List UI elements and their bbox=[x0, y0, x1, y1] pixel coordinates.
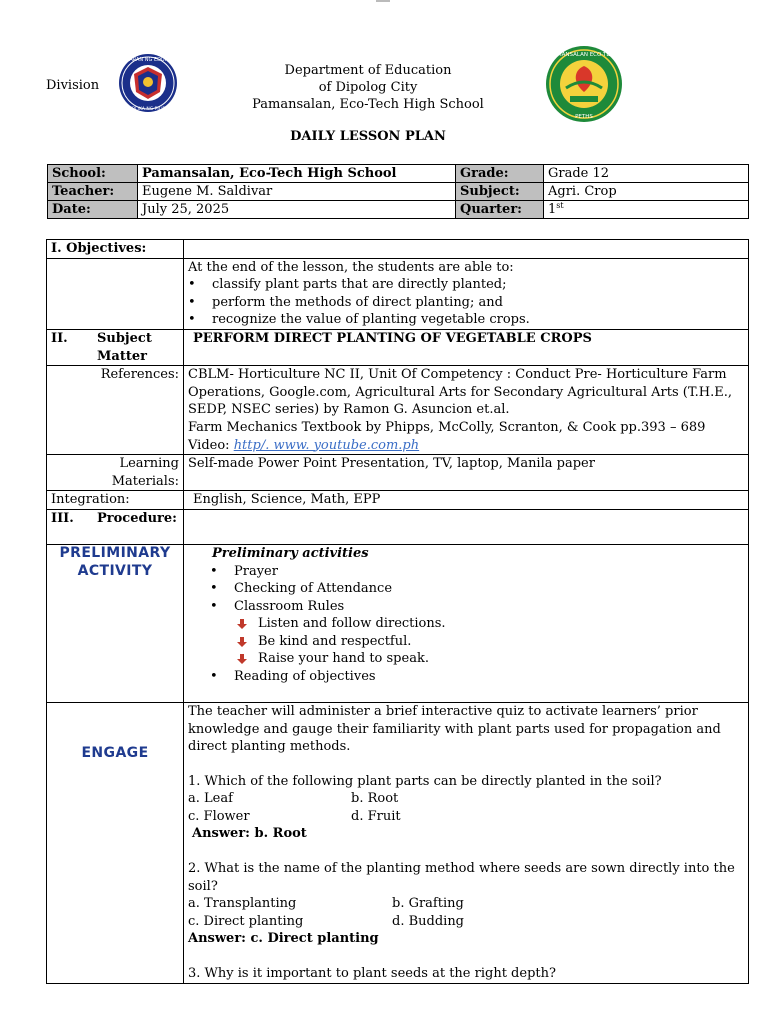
materials-content: Self-made Power Point Presentation, TV, laptop, Manila paper bbox=[184, 455, 749, 491]
option: a. Transplanting bbox=[188, 896, 297, 912]
video-link[interactable]: http/. www. youtube.com.ph bbox=[233, 437, 420, 453]
objectives-intro: At the end of the lesson, the students are able to: bbox=[188, 259, 514, 275]
references-text: CBLM- Horticulture NC II, Unit Of Competency : Conduct Pre- Horticulture Farm Operations, Google.com, Agricultural Arts for Secondary Agricultural Arts (T.H.E., SEDP, NSEC series) by Ramon G. Asuncion et.al. bbox=[188, 367, 732, 418]
list-item: • Classroom Rules bbox=[210, 598, 744, 616]
arrow-down-icon bbox=[236, 653, 248, 665]
header-block bbox=[200, 62, 536, 113]
preliminary-list bbox=[188, 563, 744, 616]
table-row bbox=[47, 544, 749, 702]
list-item bbox=[236, 615, 744, 633]
q1-options-row bbox=[188, 808, 744, 826]
table-row bbox=[47, 240, 749, 259]
list-item bbox=[236, 650, 744, 668]
rule-text: Listen and follow directions. bbox=[258, 616, 446, 632]
table-row bbox=[47, 455, 749, 491]
label-line: Materials: bbox=[111, 473, 179, 489]
school-seal-icon bbox=[544, 44, 624, 124]
list-item bbox=[236, 633, 744, 651]
video-label: Video: bbox=[188, 437, 230, 453]
teacher-value: Eugene M. Saldivar bbox=[138, 183, 456, 201]
procedure-heading bbox=[47, 509, 184, 544]
empty-cell bbox=[184, 509, 749, 544]
grade-value: Grade 12 bbox=[544, 165, 749, 183]
subject-label: Subject: bbox=[456, 183, 544, 201]
label-line: PRELIMINARY bbox=[59, 544, 171, 561]
quarter-suffix: st bbox=[556, 201, 564, 210]
q2-options-row bbox=[188, 913, 744, 931]
q1-answer: Answer: b. Root bbox=[192, 826, 307, 842]
grade-label: Grade: bbox=[456, 165, 544, 183]
header-line-2: of Dipolog City bbox=[318, 80, 418, 95]
objectives-content bbox=[184, 258, 749, 329]
header-line-1: Department of Education bbox=[284, 63, 452, 78]
engage-content bbox=[184, 702, 749, 983]
preliminary-title: Preliminary activities bbox=[212, 545, 369, 561]
option: b. Root bbox=[351, 791, 399, 807]
table-row bbox=[47, 509, 749, 544]
list-item: • classify plant parts that are directly planted; bbox=[188, 276, 744, 294]
list-item: • perform the methods of direct planting; and bbox=[188, 294, 744, 312]
q2-answer: Answer: c. Direct planting bbox=[188, 931, 379, 947]
page-title: DAILY LESSON PLAN bbox=[290, 129, 446, 144]
heading-word: Matter bbox=[97, 348, 147, 364]
video-line bbox=[188, 437, 744, 455]
engage-label: ENGAGE bbox=[47, 702, 184, 983]
quarter-label: Quarter: bbox=[456, 201, 544, 219]
topic-title: PERFORM DIRECT PLANTING OF VEGETABLE CROPS bbox=[184, 329, 749, 365]
label-line: Learning bbox=[119, 456, 179, 472]
option: d. Budding bbox=[392, 913, 465, 929]
division-label: Division bbox=[46, 78, 100, 93]
references-label: References: bbox=[47, 366, 184, 455]
references-text: Farm Mechanics Textbook by Phipps, McColly, Scranton, & Cook pp.393 – 689 bbox=[188, 419, 706, 435]
subject-matter-heading bbox=[47, 329, 184, 365]
table-row bbox=[47, 491, 749, 510]
label-line: ACTIVITY bbox=[77, 562, 153, 579]
table-row bbox=[48, 201, 749, 219]
subject-value: Agri. Crop bbox=[544, 183, 749, 201]
quarter-value bbox=[544, 201, 749, 219]
rule-text: Be kind and respectful. bbox=[258, 633, 412, 649]
option: d. Fruit bbox=[351, 808, 401, 824]
section-number: III. bbox=[51, 510, 74, 526]
teacher-label: Teacher: bbox=[48, 183, 138, 201]
quarter-number: 1 bbox=[548, 202, 557, 217]
svg-text:REPUBLIKA NG PILIPINAS: REPUBLIKA NG PILIPINAS bbox=[120, 107, 176, 112]
preliminary-list-end bbox=[188, 668, 744, 686]
empty-cell bbox=[47, 258, 184, 329]
question-3: 3. Why is it important to plant seeds at the right depth? bbox=[188, 966, 556, 982]
question-2: 2. What is the name of the planting method where seeds are sown directly into the soil? bbox=[188, 861, 735, 894]
svg-text:KAGAWARAN NG EDUKASYON: KAGAWARAN NG EDUKASYON bbox=[111, 57, 185, 63]
arrow-down-icon bbox=[236, 636, 248, 648]
q2-options-row bbox=[188, 895, 744, 913]
table-row bbox=[48, 165, 749, 183]
option: b. Grafting bbox=[392, 896, 464, 912]
option: c. Flower bbox=[188, 808, 250, 824]
school-label: School: bbox=[48, 165, 138, 183]
references-content bbox=[184, 366, 749, 455]
option: a. Leaf bbox=[188, 791, 233, 807]
objectives-list bbox=[188, 276, 744, 329]
svg-text:PETHS: PETHS bbox=[575, 114, 593, 120]
svg-text:PAMANSALAN ECO-TECH: PAMANSALAN ECO-TECH bbox=[550, 52, 618, 58]
list-item: • recognize the value of planting vegetable crops. bbox=[188, 311, 744, 329]
q1-options-row bbox=[188, 790, 744, 808]
table-row bbox=[47, 329, 749, 365]
list-item: • Checking of Attendance bbox=[210, 580, 744, 598]
materials-label bbox=[47, 455, 184, 491]
date-label: Date: bbox=[48, 201, 138, 219]
integration-content: English, Science, Math, EPP bbox=[184, 491, 749, 510]
engage-intro: The teacher will administer a brief interactive quiz to activate learners’ prior knowledge and gauge their familiarity with plant parts used for propagation and direct planting methods. bbox=[188, 703, 721, 755]
table-row bbox=[48, 183, 749, 201]
date-value: July 25, 2025 bbox=[138, 201, 456, 219]
heading-word: Subject bbox=[97, 330, 152, 346]
preliminary-content bbox=[184, 544, 749, 702]
rules-list bbox=[188, 615, 744, 668]
section-number: II. bbox=[51, 330, 68, 346]
header-line-3: Pamansalan, Eco-Tech High School bbox=[252, 97, 484, 112]
preliminary-label bbox=[47, 544, 184, 702]
lesson-plan-table bbox=[46, 239, 749, 984]
deped-seal-icon bbox=[102, 52, 194, 114]
page-top-mark bbox=[376, 0, 390, 2]
rule-text: Raise your hand to speak. bbox=[258, 651, 429, 667]
table-row bbox=[47, 702, 749, 983]
school-value: Pamansalan, Eco-Tech High School bbox=[138, 165, 456, 183]
table-row bbox=[47, 258, 749, 329]
integration-label: Integration: bbox=[47, 491, 184, 510]
arrow-down-icon bbox=[236, 618, 248, 630]
heading-word: Procedure: bbox=[97, 510, 177, 526]
table-row bbox=[47, 366, 749, 455]
list-item: • Prayer bbox=[210, 563, 744, 581]
info-table bbox=[47, 164, 749, 219]
objectives-heading: I. Objectives: bbox=[47, 240, 184, 259]
question-1: 1. Which of the following plant parts can be directly planted in the soil? bbox=[188, 773, 662, 789]
list-item: • Reading of objectives bbox=[210, 668, 744, 686]
option: c. Direct planting bbox=[188, 913, 304, 929]
empty-cell bbox=[184, 240, 749, 259]
